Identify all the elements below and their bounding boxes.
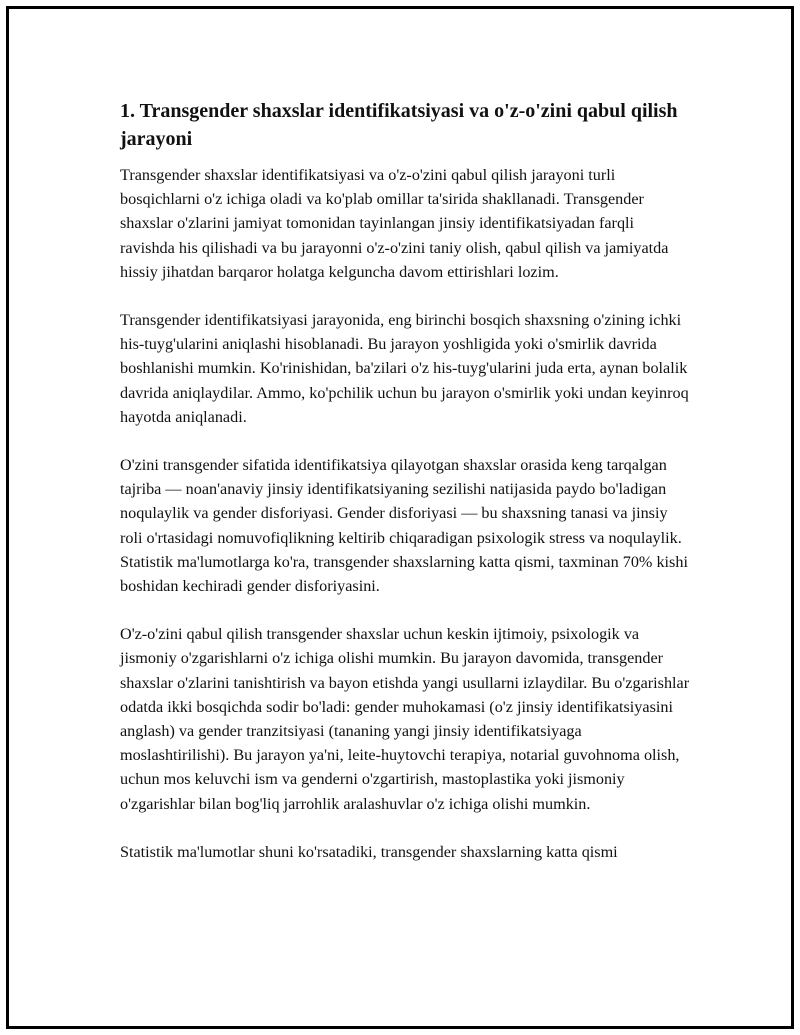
paragraph-2: Transgender identifikatsiyasi jarayonida, eng birinchi bosqich shaxsning o'zining ichki his-tuyg'ularini aniqlashi hisoblanadi. Bu jarayon yoshligida yoki o'smirlik davrida boshlanishi mumkin. Ko'rinishidan, ba'zilari o'z his-tuyg'ularini juda erta, aynan bolalik davrida aniqlaydilar. Ammo, ko'pchilik uchun bu jarayon o'smirlik yoki undan keyinroq hayotda aniqlanadi. xyxy=(120,311,689,426)
page-frame xyxy=(6,6,794,1029)
paragraph-1: Transgender shaxslar identifikatsiyasi va o'z-o'zini qabul qilish jarayoni turli bosqichlarni o'z ichiga oladi va ko'plab omillar ta'sirida shakllanadi. Transgender shaxslar o'zlarini jamiyat tomonidan tayinlangan jinsiy identifikatsiyadan farqli ravishda his qilishadi va bu jarayonni o'z-o'zini taniy olish, qabul qilish va jamiyatda hissiy jihatdan barqaror holatga kelguncha davom ettirishlari lozim. xyxy=(120,166,669,281)
section-heading: 1. Transgender shaxslar identifikatsiyasi va o'z-o'zini qabul qilish jarayoni xyxy=(120,100,678,150)
paragraph-4: O'z-o'zini qabul qilish transgender shaxslar uchun keskin ijtimoiy, psixologik va jismoniy o'zgarishlarni o'z ichiga olishi mumkin. Bu jarayon davomida, transgender shaxslar o'zlarini tanishtirish va bayon etishda yangi usullarni izlaydilar. Bu o'zgarishlar odatda ikki bosqichda sodir bo'ladi: gender muhokamasi (o'z jinsiy identifikatsiyasini anglash) va gender tranzitsiyasi (tananing yangi jinsiy identifikatsiyaga moslashtirilishi). Bu jarayon ya'ni, leite-huytovchi terapiya, notarial guvohnoma olish, uchun mos keluvchi ism va genderni o'zgartirish, mastoplastika yoki jismoniy o'zgarishlar bilan bog'liq jarrohlik aralashuvlar o'z ichiga olishi mumkin. xyxy=(120,625,690,813)
paragraph-3: O'zini transgender sifatida identifikatsiya qilayotgan shaxslar orasida keng tarqalgan tajriba — noan'anaviy jinsiy identifikatsiyaning sezilishi natijasida paydo bo'ladigan noqulaylik va gender disforiyasi. Gender disforiyasi — bu shaxsning tanasi va jinsiy roli o'rtasidagi nomuvofiqlikning keltirib chiqaradigan psixologik stress va noqulaylik. Statistik ma'lumotlarga ko'ra, transgender shaxslarning katta qismi, taxminan 70% kishi boshidan kechiradi gender disforiyasini. xyxy=(120,456,688,596)
paragraph-5: Statistik ma'lumotlar shuni ko'rsatadiki, transgender shaxslarning katta qismi xyxy=(120,842,618,861)
document-body xyxy=(120,97,692,888)
